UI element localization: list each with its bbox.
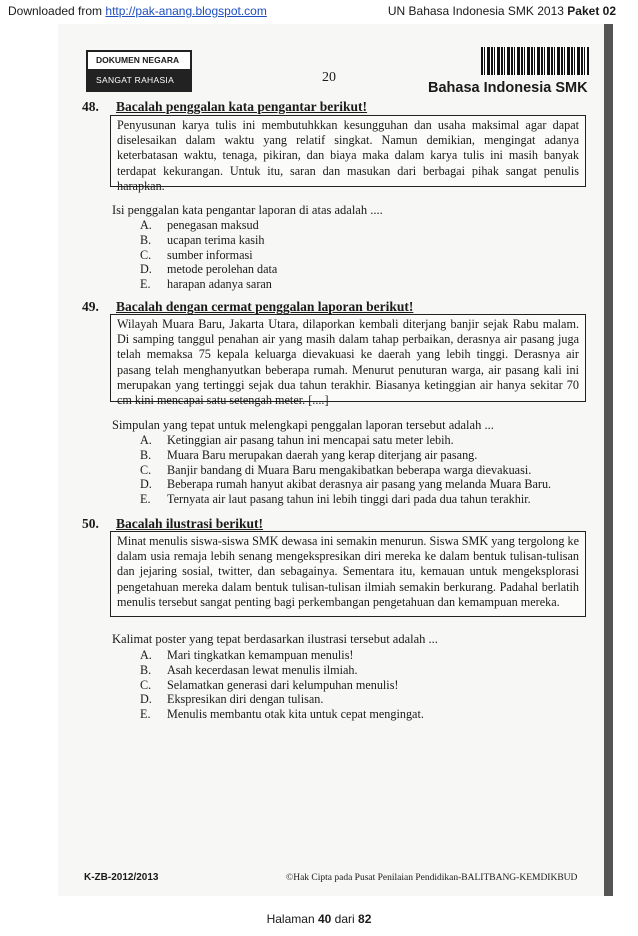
option-key: C. [140,247,152,262]
passage-box: Wilayah Muara Baru, Jakarta Utara, dilaporkan kembali diterjang banjir sejak Rabu malam. Di samping tanggul penahan air yang masih dalam tahap perbaikan, derasnya air pasang juga telah memaksa 75 kepala keluarga dievakuasi ke daerah yang lebih tinggi. Derasnya air pasang telah menghanyutkan beberapa rumah. Menurut penuturan warga, air pasang kali ini merupakan yang tertinggi sejak dua tahun terakhir. Biasanya ketinggian air hanya sekitar 70 cm kini mencapai satu setengah meter. [....] [110,314,586,402]
option-key: E. [140,707,151,722]
copyright-notice: ©Hak Cipta pada Pusat Penilaian Pendidikan-BALITBANG-KEMDIKBUD [286,873,578,883]
footer-current-page: 40 [317,912,332,926]
option-text: Selamatkan generasi dari kelumpuhan menulis! [167,677,399,692]
option-text: sumber informasi [167,247,253,262]
question-number: 49. [82,299,99,314]
answer-option[interactable] [140,692,424,707]
answer-option[interactable] [140,477,551,492]
answer-option[interactable] [140,707,424,722]
option-key: B. [140,662,152,677]
question-stem: Simpulan yang tepat untuk melengkapi penggalan laporan tersebut adalah ... [112,418,494,432]
downloaded-label: Downloaded from [8,4,103,18]
question-number: 50. [82,516,99,531]
option-key: D. [140,477,152,492]
option-key: B. [140,232,152,247]
source-link[interactable]: http://pak-anang.blogspot.com [105,4,267,18]
scan-edge [604,24,613,896]
option-text: ucapan terima kasih [167,232,265,247]
footer-middle: dari [334,912,355,926]
answer-option[interactable] [140,663,424,678]
option-key: C. [140,462,152,477]
option-text: metode perolehan data [167,262,278,277]
subject-title: Bahasa Indonesia SMK [428,80,588,96]
answer-option[interactable] [140,648,424,663]
option-list [140,433,551,507]
footer-total-pages: 82 [358,912,372,926]
download-source [8,4,267,18]
option-key: C. [140,677,152,692]
answer-option[interactable] [140,492,551,507]
option-key: D. [140,262,152,277]
option-text: harapan adanya saran [167,277,272,292]
answer-option[interactable] [140,463,551,478]
option-key: B. [140,447,152,462]
exam-title-text: UN Bahasa Indonesia SMK 2013 [387,4,564,18]
option-key: E. [140,492,151,507]
question-instruction: Bacalah dengan cermat penggalan laporan berikut! [116,299,414,314]
option-key: A. [140,433,152,447]
answer-option[interactable] [140,678,424,693]
page-number: 20 [322,70,336,85]
exam-title [388,4,616,18]
question-instruction: Bacalah ilustrasi berikut! [116,516,264,531]
answer-option[interactable] [140,433,551,448]
download-banner [0,0,638,22]
question-stem: Isi penggalan kata pengantar laporan di atas adalah .... [112,203,383,217]
option-text: Beberapa rumah hanyut akibat derasnya air pasang yang melanda Muara Baru. [167,477,552,492]
answer-option[interactable] [140,262,277,277]
option-text: Muara Baru merupakan daerah yang kerap diterjang air pasang. [167,447,478,462]
option-key: A. [140,648,152,662]
option-key: E. [140,277,151,292]
option-key: D. [140,692,152,707]
footer-prefix: Halaman [266,912,315,926]
option-text: penegasan maksud [167,218,259,232]
answer-option[interactable] [140,218,277,233]
document-code: K-ZB-2012/2013 [84,872,159,883]
answer-option[interactable] [140,277,277,292]
option-text: Ekspresikan diri dengan tulisan. [167,692,324,707]
answer-option[interactable] [140,233,277,248]
page-footer [0,912,638,926]
option-list [140,218,277,292]
passage-box: Minat menulis siswa-siswa SMK dewasa ini semakin menurun. Siswa SMK yang tergolong ke dalam usia remaja lebih senang mengekspresikan diri mereka ke dalam bentuk tulisan-tulisan dan jejaring sosial, twitter, dan sebagainya. Sementara itu, kemauan untuk mengeksplorasi pengetahuan mereka dalam bentuk tulisan-tulisan ilmiah semakin berkurang. Padahal berlatih menulis tersebut sangat penting bagi perkembangan pengetahuan dan kemampuan mereka. [110,531,586,617]
answer-option[interactable] [140,248,277,263]
question-instruction: Bacalah penggalan kata pengantar berikut! [116,99,368,114]
option-text: Menulis membantu otak kita untuk cepat mengingat. [167,707,424,722]
question-stem: Kalimat poster yang tepat berdasarkan ilustrasi tersebut adalah ... [112,632,438,646]
option-key: A. [140,218,152,232]
passage-box: Penyusunan karya tulis ini membutuhkkan kesungguhan dan usaha maksimal agar dapat diselesaikan dalam waktu yang relatif singkat. Namun demikian, mengingat adanya keterbatasan waktu, tenaga, pikiran, dan biaya maka dalam karya tulis ini masih banyak terdapat kekurangan. Untuk itu, saran dan masukan dari berbagai pihak sangat penulis harapkan. [110,115,586,187]
classification-stamp [86,50,192,92]
barcode-image [481,47,589,75]
option-text: Ternyata air laut pasang tahun ini lebih tinggi dari pada dua tahun terakhir. [167,492,531,507]
stamp-line-1: DOKUMEN NEGARA [88,52,190,71]
stamp-line-2: SANGAT RAHASIA [88,71,190,90]
option-text: Ketinggian air pasang tahun ini mencapai satu meter lebih. [167,433,454,447]
paket-label: Paket 02 [567,4,616,18]
option-list [140,648,424,722]
answer-option[interactable] [140,448,551,463]
option-text: Banjir bandang di Muara Baru mengakibatkan beberapa warga dievakuasi. [167,462,532,477]
option-text: Asah kecerdasan lewat menulis ilmiah. [167,662,358,677]
option-text: Mari tingkatkan kemampuan menulis! [167,648,354,662]
question-number: 48. [82,99,99,114]
